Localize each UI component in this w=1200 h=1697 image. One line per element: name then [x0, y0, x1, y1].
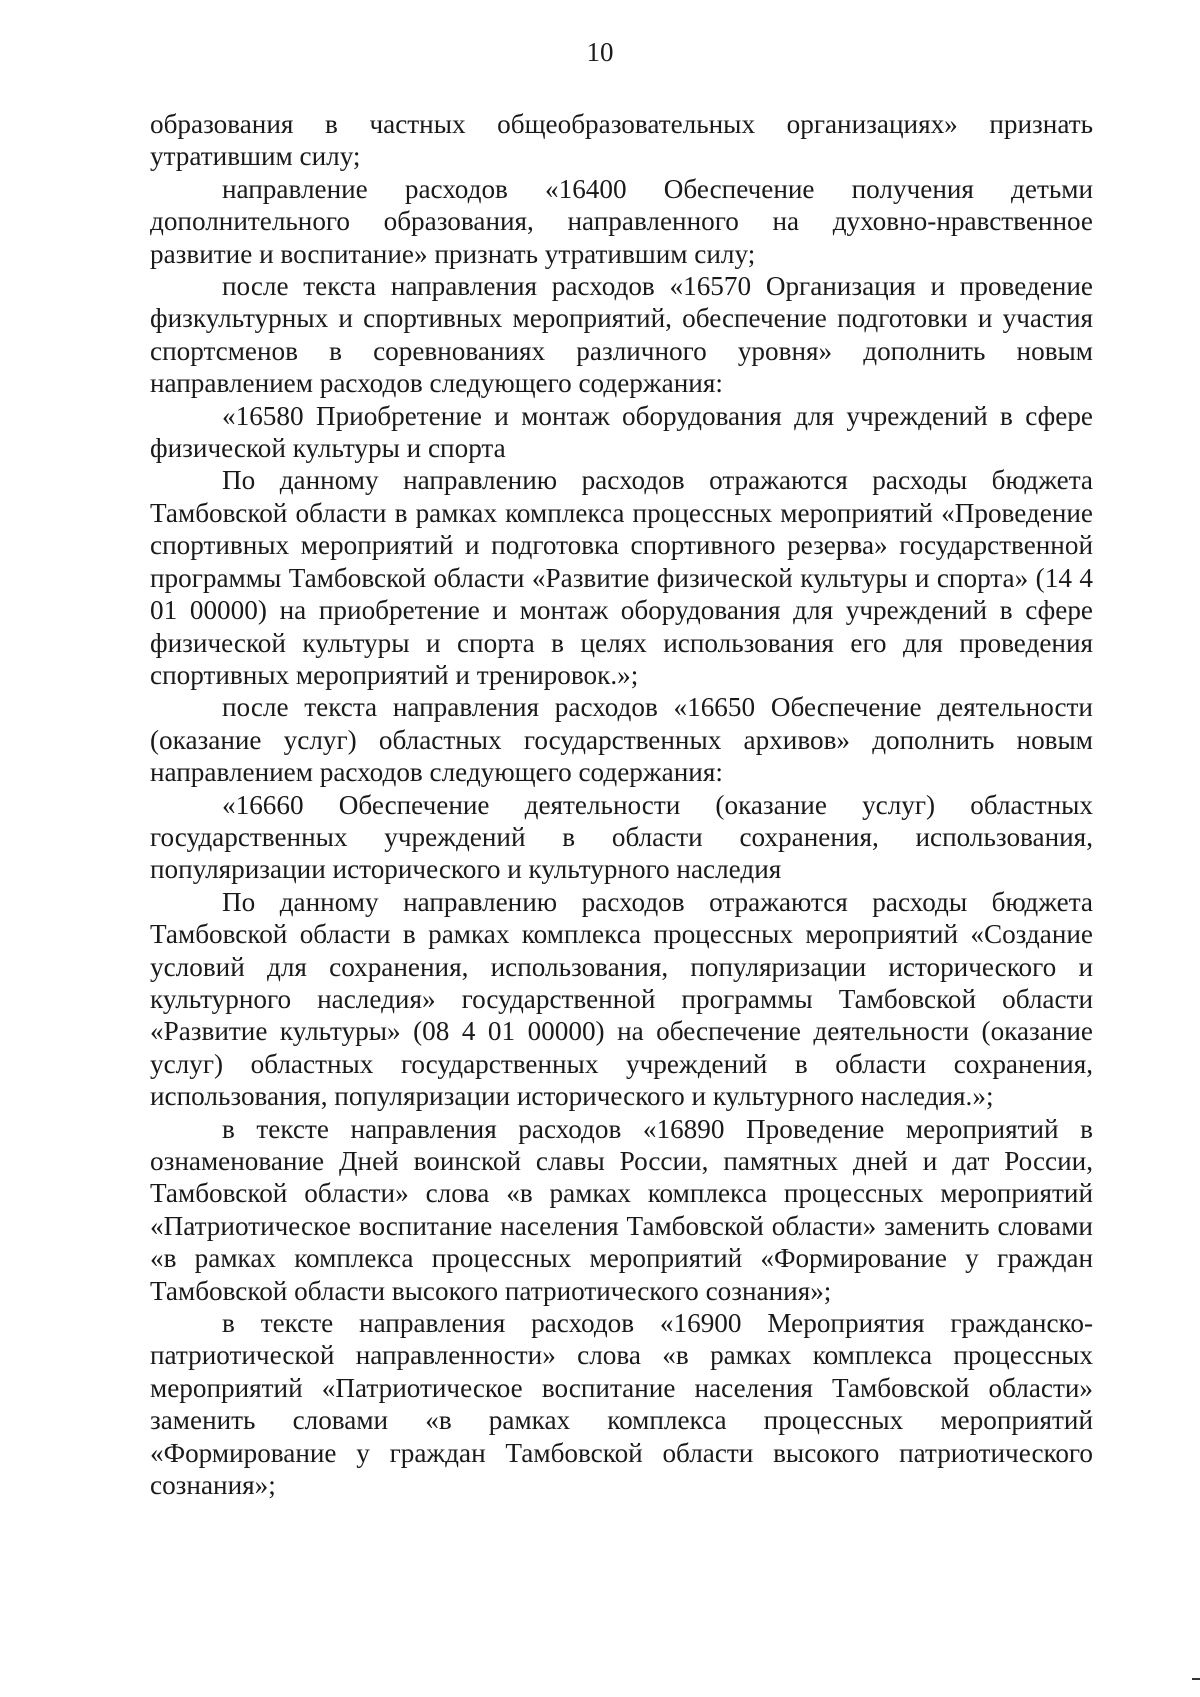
paragraph-16570: после текста направления расходов «16570 Организация и проведение физкультурных и спортивных мероприятий, обеспечение подготовки и участия спортсменов в соревнованиях различного уровня» дополнить новым направлением расходов следующего содержания:	[150, 271, 1093, 399]
page-number: 10	[586, 37, 614, 67]
paragraph-16580-title: «16580 Приобретение и монтаж оборудования для учреждений в сфере физической культуры и спорта	[150, 400, 1093, 464]
document-body	[150, 108, 1093, 1501]
scan-edge-mark	[1192, 1678, 1200, 1680]
paragraph-16890: в тексте направления расходов «16890 Проведение мероприятий в ознаменование Дней воинской славы России, памятных дней и дат России, Тамбовской области» слова «в рамках комплекса процессных мероприятий «Патриотическое воспитание населения Тамбовской области» заменить словами «в рамках комплекса процессных мероприятий «Формирование у граждан Тамбовской области высокого патриотического сознания»;	[150, 1113, 1093, 1306]
paragraph-16400: направление расходов «16400 Обеспечение получения детьми дополнительного образования, направленного на духовно-нравственное развитие и воспитание» признать утратившим силу;	[150, 173, 1093, 269]
paragraph-16660-title: «16660 Обеспечение деятельности (оказание услуг) областных государственных учреждений в области сохранения, использования, популяризации исторического и культурного наследия	[150, 789, 1093, 885]
paragraph-16580-description: По данному направлению расходов отражаются расходы бюджета Тамбовской области в рамках комплекса процессных мероприятий «Проведение спортивных мероприятий и подготовка спортивного резерва» государственной программы Тамбовской области «Развитие физической культуры и спорта» (14 4 01 00000) на приобретение и монтаж оборудования для учреждений в сфере физической культуры и спорта в целях использования его для проведения спортивных мероприятий и тренировок.»;	[150, 465, 1093, 690]
paragraph-16900: в тексте направления расходов «16900 Мероприятия гражданско-патриотической направленности» слова «в рамках комплекса процессных мероприятий «Патриотическое воспитание населения Тамбовской области» заменить словами «в рамках комплекса процессных мероприятий «Формирование у граждан Тамбовской области высокого патриотического сознания»;	[150, 1308, 1093, 1501]
paragraph-16660-description: По данному направлению расходов отражаются расходы бюджета Тамбовской области в рамках комплекса процессных мероприятий «Создание условий для сохранения, использования, популяризации исторического и культурного наследия» государственной программы Тамбовской области «Развитие культуры» (08 4 01 00000) на обеспечение деятельности (оказание услуг) областных государственных учреждений в области сохранения, использования, популяризации исторического и культурного наследия.»;	[150, 886, 1093, 1112]
paragraph-16650: после текста направления расходов «16650 Обеспечение деятельности (оказание услуг) областных государственных архивов» дополнить новым направлением расходов следующего содержания:	[150, 692, 1093, 788]
paragraph-continuation: образования в частных общеобразовательных организациях» признать утратившим силу;	[150, 109, 1093, 172]
